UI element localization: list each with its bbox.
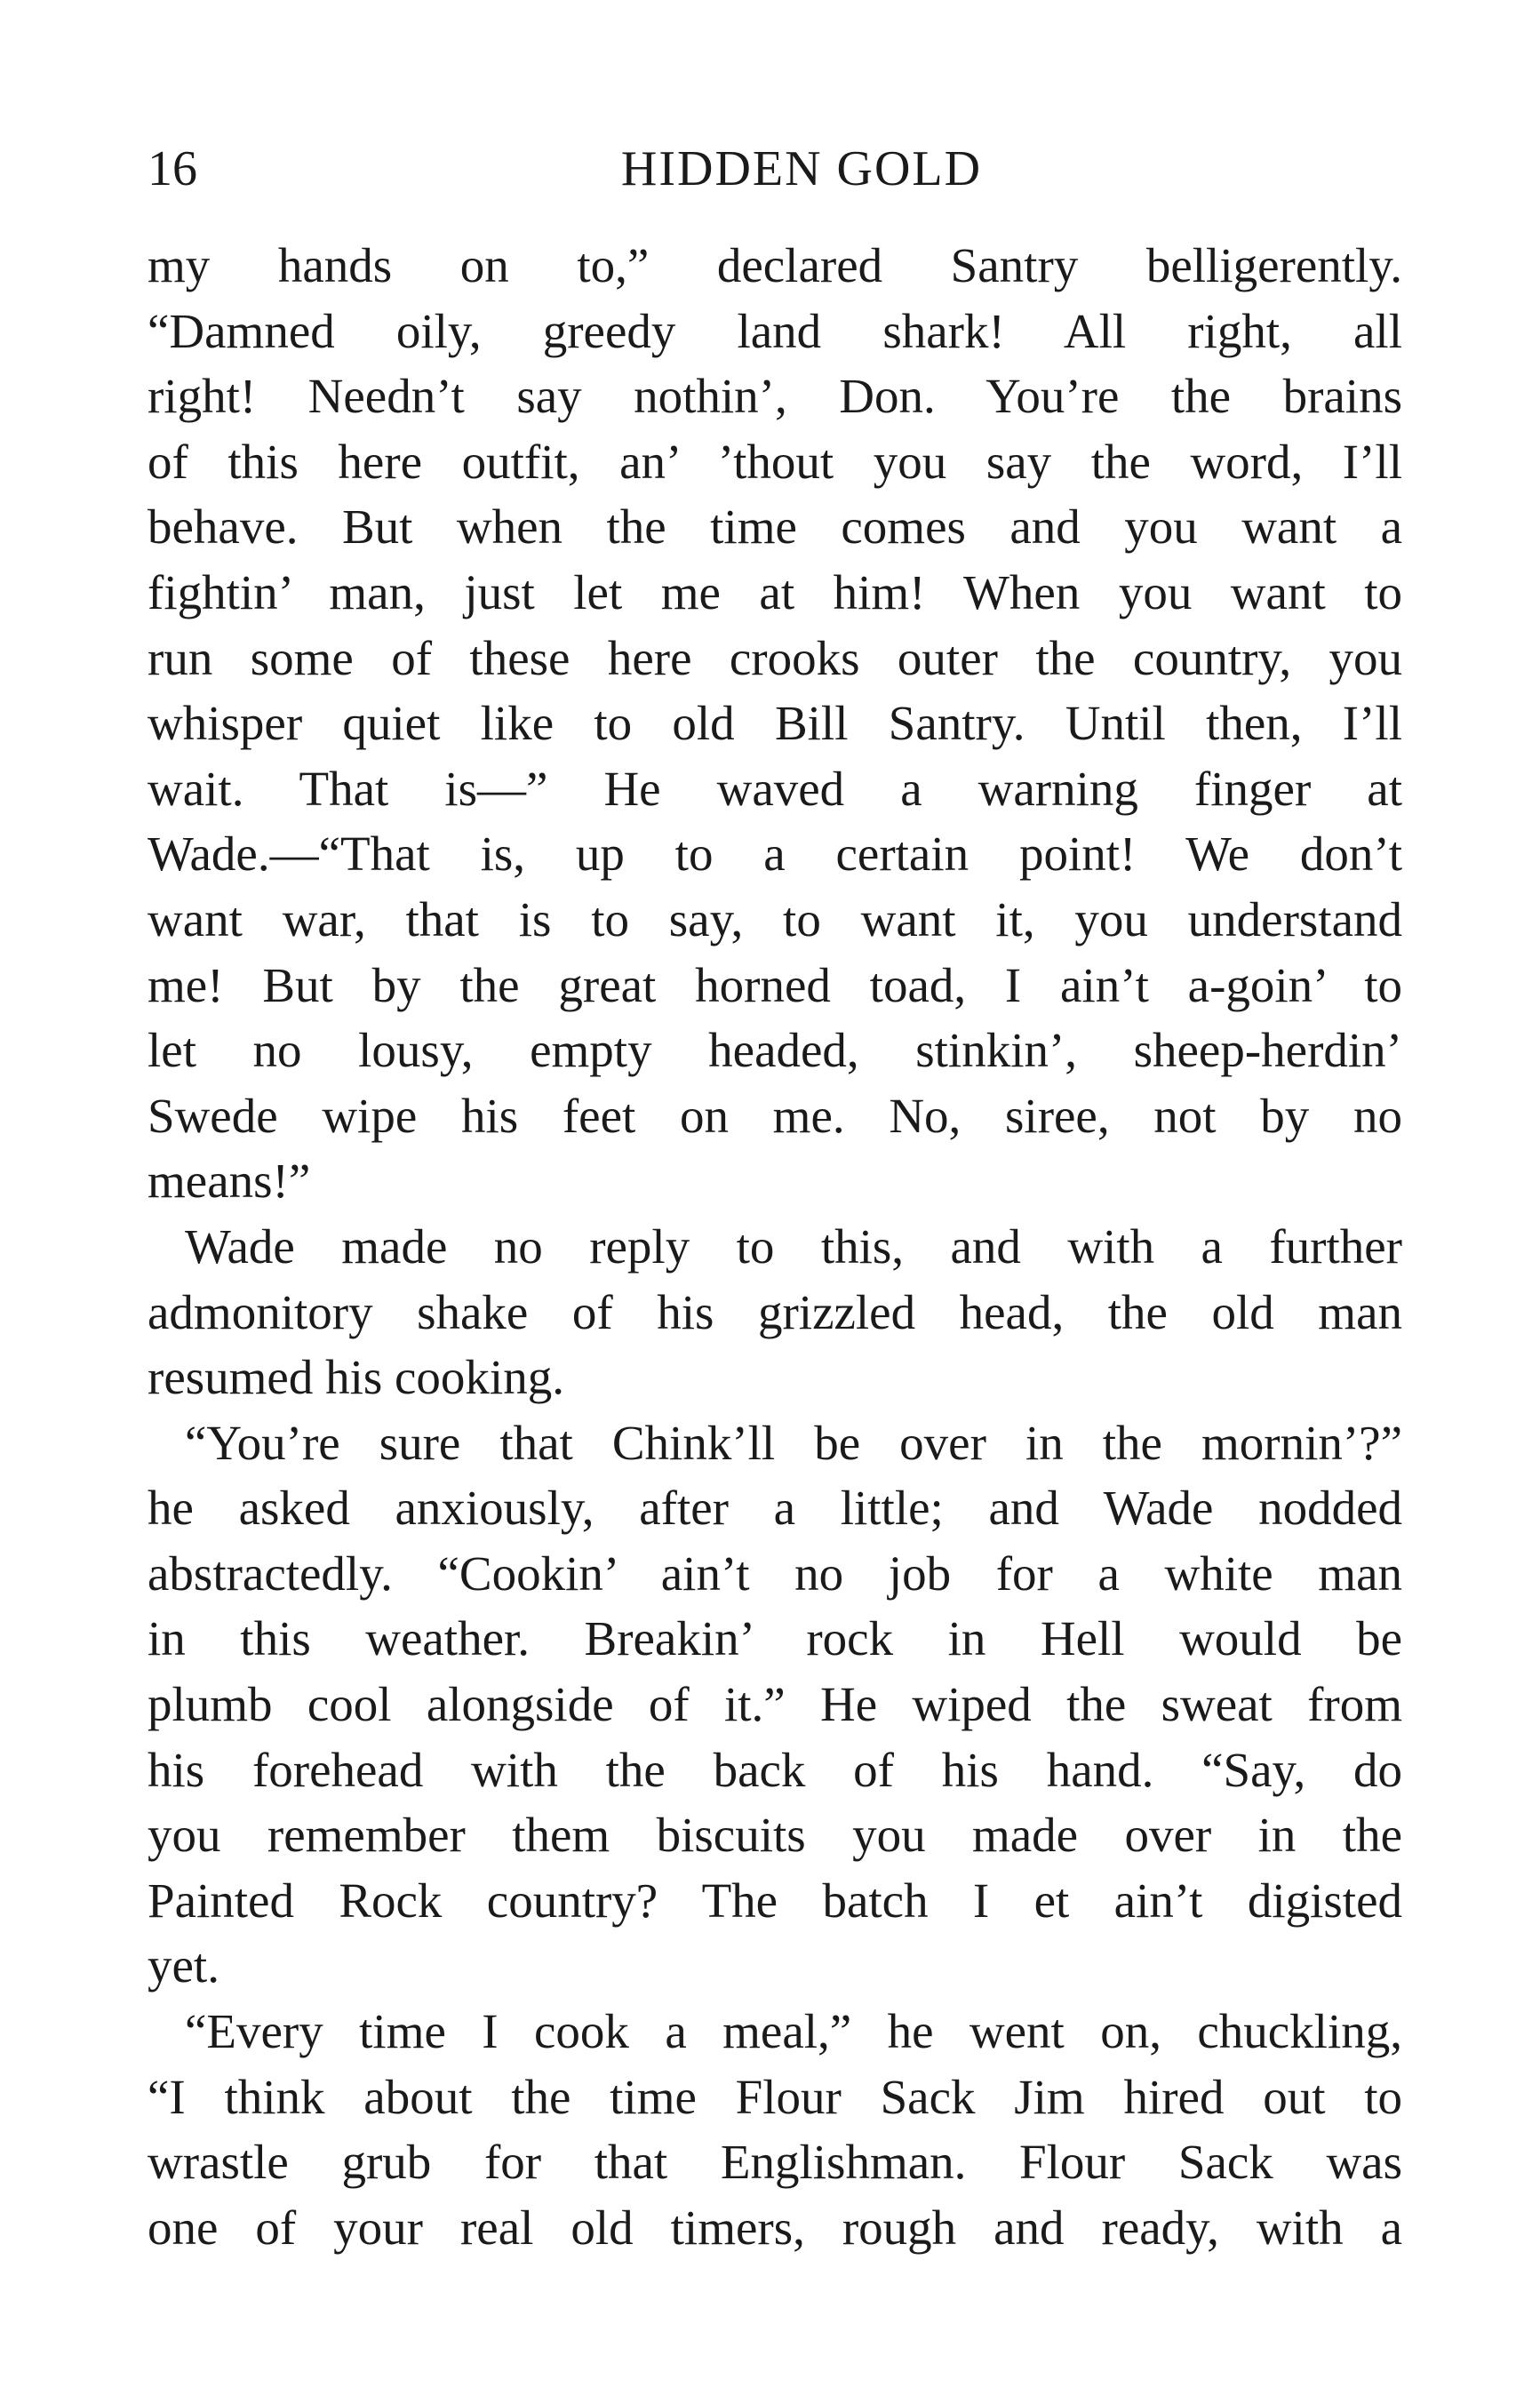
text-line: behave. But when the time comes and you want a — [148, 499, 1402, 555]
text-line: my hands on to,” declared Santry belligerently. — [148, 238, 1402, 292]
text-line: admonitory shake of his grizzled head, the old man — [148, 1284, 1402, 1339]
text-line: wait. That is—” He waved a warning finger at — [148, 761, 1402, 816]
text-line: yet. — [148, 1938, 219, 1993]
text-line: one of your real old timers, rough and ready, with a — [148, 2200, 1402, 2255]
text-line: he asked anxiously, after a little; and Wade nodded — [148, 1481, 1402, 1536]
text-line: wrastle grub for that Englishman. Flour Sack was — [148, 2135, 1402, 2190]
text-line: Wade.—“That is, up to a certain point! We don’t — [148, 827, 1402, 882]
text-line: me! But by the great horned toad, I ain’t a-goin’ to — [148, 957, 1402, 1012]
text-line: his forehead with the back of his hand. “Say, do — [148, 1742, 1402, 1797]
text-line: “I think about the time Flour Sack Jim hired out to — [148, 2069, 1402, 2124]
running-title: HIDDEN GOLD — [620, 141, 983, 196]
text-line: want war, that is to say, to want it, you understand — [148, 891, 1402, 946]
text-line: “You’re sure that Chink’ll be over in the mornin’?” — [185, 1415, 1402, 1470]
text-line: whisper quiet like to old Bill Santry. Until then, I’ll — [148, 696, 1402, 751]
text-line: run some of these here crooks outer the country, you — [148, 630, 1402, 685]
text-line: resumed his cooking. — [148, 1350, 564, 1405]
text-line: plumb cool alongside of it.” He wiped the sweat from — [148, 1677, 1402, 1732]
text-line: abstractedly. “Cookin’ ain’t no job for a white man — [148, 1545, 1402, 1601]
text-line: let no lousy, empty headed, stinkin’, sheep-herdin’ — [148, 1023, 1402, 1078]
text-line: “Damned oily, greedy land shark! All right, all — [148, 303, 1402, 358]
text-line: Swede wipe his feet on me. No, siree, not by no — [148, 1088, 1402, 1143]
text-line: Wade made no reply to this, and with a further — [185, 1218, 1402, 1274]
page-header — [148, 133, 1402, 204]
text-line: you remember them biscuits you made over in the — [148, 1808, 1402, 1863]
body-text — [148, 233, 1402, 2260]
text-line: Painted Rock country? The batch I et ain’t digisted — [148, 1873, 1402, 1928]
text-line: “Every time I cook a meal,” he went on, chuckling, — [185, 2004, 1402, 2059]
text-line: of this here outfit, an’ ’thout you say the word, I’ll — [148, 434, 1402, 489]
text-line: in this weather. Breakin’ rock in Hell would be — [148, 1611, 1402, 1666]
text-line: fightin’ man, just let me at him! When you want to — [148, 564, 1402, 619]
text-line: means!” — [148, 1154, 311, 1209]
text-line: right! Needn’t say nothin’, Don. You’re the brains — [148, 369, 1402, 424]
page-number: 16 — [148, 141, 197, 196]
